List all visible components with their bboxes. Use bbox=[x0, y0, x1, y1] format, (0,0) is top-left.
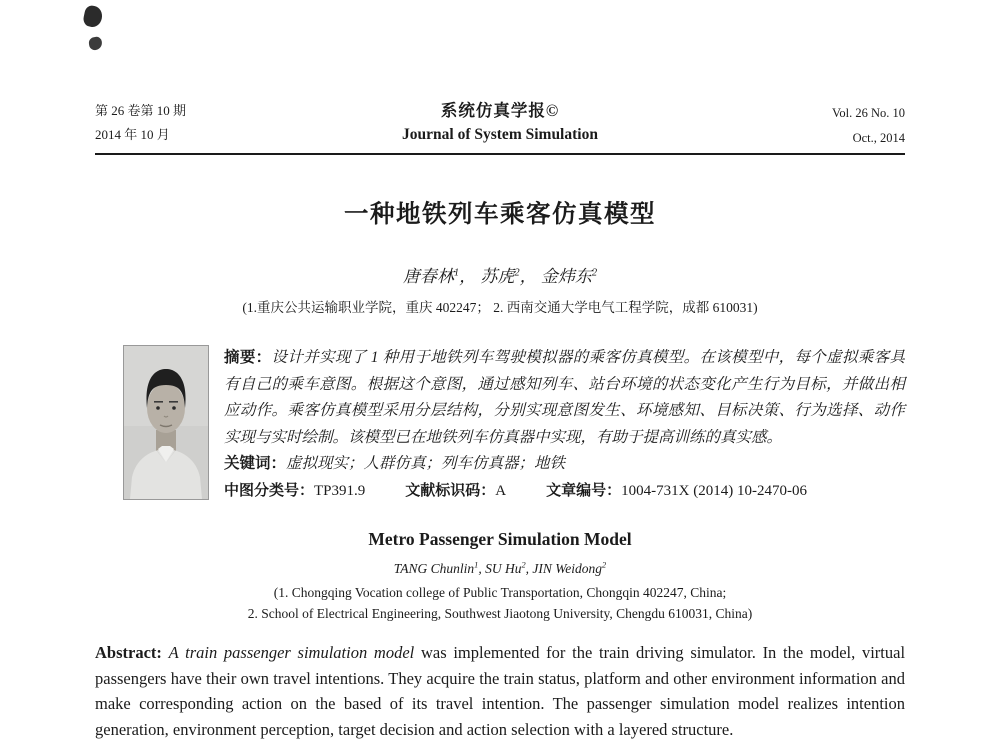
author-name: 苏虎 bbox=[480, 267, 515, 286]
affiliation-en bbox=[95, 582, 905, 624]
article-id-label: 文章编号： bbox=[546, 482, 622, 499]
author-en bbox=[485, 561, 532, 576]
author-photo bbox=[123, 345, 209, 500]
abstract-section bbox=[95, 345, 905, 505]
article-title-en: Metro Passenger Simulation Model bbox=[368, 528, 632, 549]
document-code-value: A bbox=[495, 482, 507, 499]
article-id-value: 1004-731X (2014) 10-2470-06 bbox=[621, 482, 807, 499]
author-zh bbox=[541, 267, 597, 286]
clc-label: 中图分类号： bbox=[224, 482, 315, 499]
author-superscript: 2 bbox=[602, 560, 607, 570]
abstract-zh-label: 摘要： bbox=[224, 349, 272, 366]
author-superscript: 2 bbox=[521, 560, 526, 570]
author-separator: , bbox=[525, 561, 533, 576]
issue-volume-zh: 第 26 卷第 10 期 bbox=[95, 103, 187, 118]
abstract-en-body: was implemented for the train driving simulator. In the model, virtual passengers have their own travel intentions. They acquire the train status, platform and other environment information and make corresponding action on the based of its travel intention. The passenger simulation model realizes intention generation, environment perception, target decision and action selection with a layered structure. bbox=[95, 643, 906, 739]
author-name: JIN Weidong bbox=[532, 561, 603, 576]
classification-line bbox=[224, 478, 905, 505]
issue-info bbox=[95, 99, 265, 147]
author-name: 金炜东 bbox=[540, 267, 592, 286]
journal-name-en: Journal of System Simulation bbox=[402, 126, 598, 143]
abstract-zh-body: 设计并实现了 1 种用于地铁列车驾驶模拟器的乘客仿真模型。在该模型中，每个虚拟乘客具有自己的乘车意图。根据这个意图，通过感知列车、站台环境的状态变化产生行为目标，并做出相应动作。乘客仿真模型采用分层结构，分别实现意图发生、环境感知、目标决策、行为选择、动作实现与实时绘制。该模型已在地铁列车仿真器中实现，有助于提高训练的真实感。 bbox=[224, 349, 905, 446]
volume-number-en: Vol. 26 No. 10 bbox=[831, 106, 905, 120]
keywords-label: 关键词： bbox=[224, 455, 287, 472]
affiliation-zh: (1.重庆公共运输职业学院，重庆 402247； 2. 西南交通大学电气工程学院，成都 610031) bbox=[242, 300, 758, 315]
author-en bbox=[394, 561, 485, 576]
author-zh bbox=[480, 267, 541, 286]
author-name: 唐春林 bbox=[402, 267, 454, 286]
author-zh bbox=[403, 267, 481, 286]
affiliation-en-line2: 2. School of Electrical Engineering, Southwest Jiaotong University, Chengdu 610031, China) bbox=[247, 606, 753, 621]
authors-en-line bbox=[95, 561, 905, 578]
author-superscript: 2 bbox=[514, 267, 520, 279]
page-content bbox=[95, 0, 905, 742]
journal-name bbox=[265, 99, 735, 147]
author-name: SU Hu bbox=[485, 561, 522, 576]
author-separator: ， bbox=[519, 267, 541, 286]
volume-info bbox=[735, 99, 905, 151]
author-superscript: 1 bbox=[453, 267, 460, 279]
abstract-zh bbox=[224, 345, 905, 451]
author-superscript: 1 bbox=[474, 560, 479, 570]
author-separator: , bbox=[478, 561, 486, 576]
author-name: TANG Chunlin bbox=[393, 561, 475, 576]
authors-zh-line bbox=[95, 262, 905, 287]
document-code bbox=[405, 483, 506, 499]
abstract-en-label: Abstract: bbox=[95, 643, 162, 662]
issue-date-en: Oct., 2014 bbox=[852, 131, 905, 145]
abstract-en-emphasis: A train passenger simulation model bbox=[168, 643, 415, 662]
abstract-text-column bbox=[224, 345, 905, 505]
document-code-label: 文献标识码： bbox=[405, 482, 496, 499]
article-id bbox=[546, 483, 807, 499]
keywords-body: 虚拟现实；人群仿真；列车仿真器；地铁 bbox=[286, 455, 566, 472]
abstract-en bbox=[95, 640, 905, 742]
clc-value: TP391.9 bbox=[314, 482, 366, 499]
journal-name-zh: 系统仿真学报© bbox=[440, 101, 560, 120]
clc-number bbox=[224, 483, 365, 499]
author-superscript: 2 bbox=[591, 267, 598, 279]
author-portrait-image bbox=[124, 346, 208, 499]
author-separator: ， bbox=[459, 267, 481, 286]
article-title-zh: 一种地铁列车乘客仿真模型 bbox=[344, 201, 656, 228]
issue-date-zh: 2014 年 10 月 bbox=[95, 127, 170, 142]
affiliation-en-line1: (1. Chongqing Vocation college of Public Transportation, Chongqin 402247, China; bbox=[273, 585, 727, 600]
author-en bbox=[532, 561, 606, 576]
journal-header bbox=[95, 0, 905, 155]
keywords-line bbox=[224, 451, 905, 478]
